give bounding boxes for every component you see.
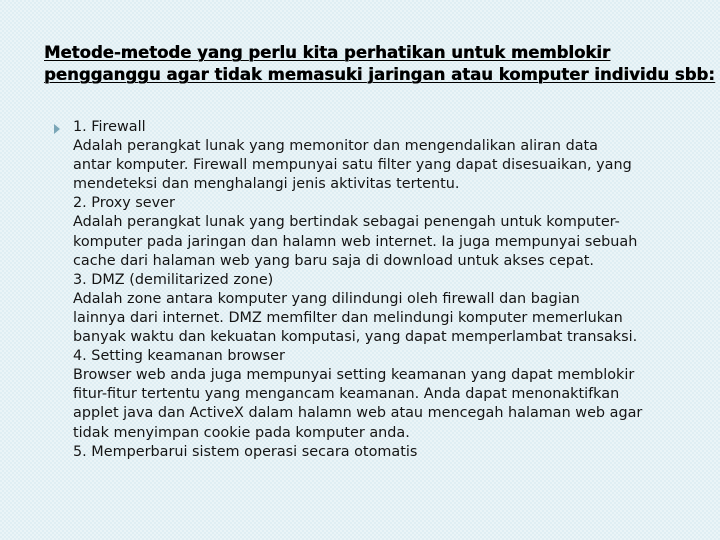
body-line: Adalah perangkat lunak yang bertindak sebagai penengah untuk komputer-: [73, 214, 620, 231]
slide-title-line: Metode-metode yang perlu kita perhatikan untuk memblokir: [44, 43, 611, 62]
body-line: mendeteksi dan menghalangi jenis aktivitas tertentu.: [73, 176, 460, 193]
slide-title: [44, 42, 715, 86]
body-line: tidak menyimpan cookie pada komputer anda.: [73, 424, 410, 441]
slide-title-line: pengganggu agar tidak memasuki jaringan atau komputer individu sbb:: [44, 65, 715, 84]
body-line: cache dari halaman web yang baru saja di download untuk akses cepat.: [73, 252, 594, 269]
body-line: lainnya dari internet. DMZ memfilter dan melindungi komputer memerlukan: [73, 309, 623, 326]
body-line: banyak waktu dan kekuatan komputasi, yang dapat memperlambat transaksi.: [73, 329, 638, 346]
triangle-bullet-icon: [54, 124, 60, 134]
body-line: Browser web anda juga mempunyai setting keamanan yang dapat memblokir: [73, 367, 635, 384]
body-line: komputer pada jaringan dan halamn web internet. Ia juga mempunyai sebuah: [73, 233, 638, 250]
body-line: antar komputer. Firewall mempunyai satu filter yang dapat disesuaikan, yang: [73, 157, 632, 174]
body-line: 4. Setting keamanan browser: [73, 348, 285, 365]
body-line: Adalah perangkat lunak yang memonitor dan mengendalikan aliran data: [73, 138, 598, 155]
body-line: 1. Firewall: [73, 119, 146, 135]
body-line: Adalah zone antara komputer yang dilindungi oleh firewall dan bagian: [73, 290, 580, 307]
body-line: 3. DMZ (demilitarized zone): [73, 271, 274, 288]
body-line: applet java dan ActiveX dalam halamn web atau mencegah halaman web agar: [73, 405, 643, 422]
body-line: 5. Memperbarui sistem operasi secara otomatis: [73, 443, 418, 460]
body-line: 2. Proxy sever: [73, 195, 175, 212]
body-line: fitur-fitur tertentu yang mengancam keamanan. Anda dapat menonaktifkan: [73, 386, 620, 403]
bullet-body: [73, 118, 693, 462]
